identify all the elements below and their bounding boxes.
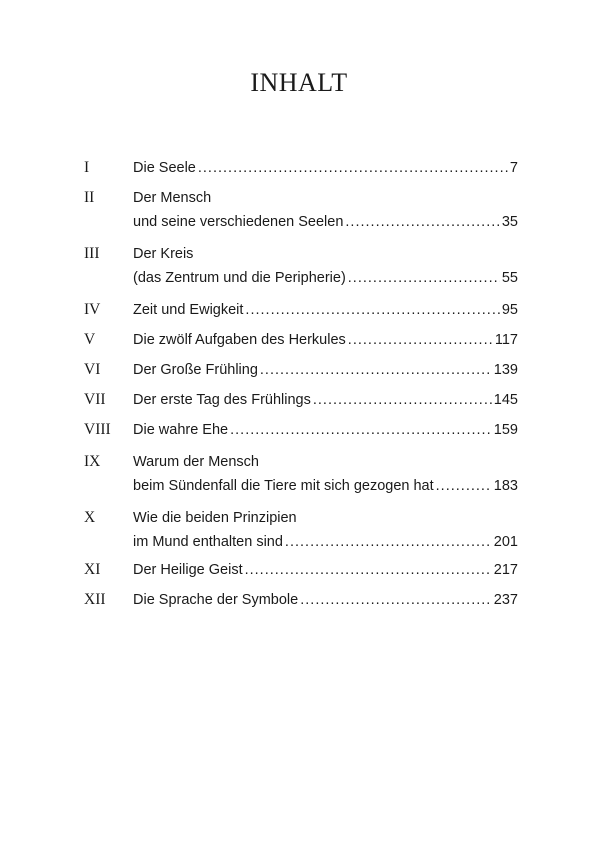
toc-entry[interactable] — [84, 558, 518, 582]
chapter-title-text: im Mund enthalten sind — [133, 534, 283, 550]
page-number: 139 — [493, 362, 518, 378]
chapter-title-line — [133, 266, 518, 290]
dot-leader — [245, 558, 492, 582]
chapter-title-line — [133, 506, 518, 530]
chapter-title-text: Der erste Tag des Frühlings — [133, 392, 311, 408]
chapter-title-line — [133, 418, 518, 442]
chapter-entry-body — [133, 558, 518, 582]
page-number: 217 — [493, 562, 518, 578]
chapter-title-line — [133, 588, 518, 612]
page-number: 55 — [501, 270, 518, 286]
chapter-number: V — [84, 331, 96, 348]
chapter-number: IV — [84, 301, 101, 318]
dot-leader — [348, 328, 493, 352]
chapter-title-line — [133, 558, 518, 582]
chapter-title-text: Der Kreis — [133, 246, 194, 262]
chapter-title-text: beim Sündenfall die Tiere mit sich gezogen hat — [133, 478, 434, 494]
table-of-contents — [84, 150, 518, 612]
chapter-title-line — [133, 388, 518, 412]
chapter-title-text: Warum der Mensch — [133, 454, 259, 470]
chapter-number: II — [84, 189, 95, 206]
chapter-entry-body — [133, 328, 518, 352]
toc-entry[interactable] — [84, 588, 518, 612]
chapter-entry-body — [133, 418, 518, 442]
page-number: 117 — [494, 332, 518, 348]
toc-entry[interactable] — [84, 388, 518, 412]
chapter-title-line — [133, 328, 518, 352]
chapter-entry-body — [133, 186, 518, 234]
toc-entry[interactable] — [84, 418, 518, 442]
dot-leader — [436, 474, 492, 498]
dot-leader — [285, 530, 492, 554]
dot-leader — [245, 298, 499, 322]
toc-entry[interactable] — [84, 298, 518, 322]
chapter-title-text: Die zwölf Aufgaben des Herkules — [133, 332, 346, 348]
chapter-title-line — [133, 474, 518, 498]
dot-leader — [345, 210, 499, 234]
dot-leader — [230, 418, 492, 442]
dot-leader — [300, 588, 492, 612]
chapter-number: III — [84, 245, 100, 262]
dot-leader — [313, 388, 492, 412]
chapter-number: VIII — [84, 421, 111, 438]
toc-entry[interactable] — [84, 186, 518, 234]
chapter-number: IX — [84, 453, 101, 470]
chapter-title-text: Die Sprache der Symbole — [133, 592, 299, 608]
page-title: INHALT — [250, 68, 348, 97]
chapter-title-text: Die wahre Ehe — [133, 422, 229, 438]
page-number: 159 — [493, 422, 518, 438]
chapter-title-line — [133, 358, 518, 382]
toc-entry[interactable] — [84, 328, 518, 352]
toc-entry[interactable] — [84, 506, 518, 554]
chapter-title-text: Zeit und Ewigkeit — [133, 302, 244, 318]
chapter-number: X — [84, 509, 96, 526]
page-number: 237 — [493, 592, 518, 608]
chapter-entry-body — [133, 588, 518, 612]
chapter-entry-body — [133, 358, 518, 382]
chapter-title-text: Der Mensch — [133, 190, 212, 206]
chapter-title-line — [133, 156, 518, 180]
toc-entry[interactable] — [84, 450, 518, 498]
chapter-entry-body — [133, 242, 518, 290]
chapter-title-line — [133, 242, 518, 266]
chapter-title-text: Wie die beiden Prinzipien — [133, 510, 297, 526]
dot-leader — [260, 358, 492, 382]
chapter-title-text: Der Heilige Geist — [133, 562, 243, 578]
chapter-title-line — [133, 530, 518, 554]
page-number: 35 — [501, 214, 518, 230]
dot-leader — [198, 156, 508, 180]
page-number: 201 — [493, 534, 518, 550]
chapter-entry-body — [133, 156, 518, 180]
page-number: 183 — [493, 478, 518, 494]
chapter-entry-body — [133, 298, 518, 322]
chapter-entry-body — [133, 450, 518, 498]
chapter-number: I — [84, 159, 90, 176]
chapter-title-line — [133, 186, 518, 210]
chapter-number: VI — [84, 361, 101, 378]
chapter-entry-body — [133, 506, 518, 554]
chapter-title-line — [133, 450, 518, 474]
chapter-title-text: (das Zentrum und die Peripherie) — [133, 270, 346, 286]
chapter-entry-body — [133, 388, 518, 412]
chapter-title-line — [133, 210, 518, 234]
chapter-title-text: Der Große Frühling — [133, 362, 258, 378]
page-number: 95 — [501, 302, 518, 318]
chapter-number: XI — [84, 561, 101, 578]
chapter-title-text: Die Seele — [133, 160, 196, 176]
dot-leader — [348, 266, 500, 290]
chapter-number: XII — [84, 591, 106, 608]
page-number: 7 — [509, 160, 518, 176]
page-number: 145 — [493, 392, 518, 408]
toc-entry[interactable] — [84, 358, 518, 382]
chapter-title-text: und seine verschiedenen Seelen — [133, 214, 344, 230]
toc-entry[interactable] — [84, 156, 518, 180]
toc-entry[interactable] — [84, 242, 518, 290]
chapter-number: VII — [84, 391, 106, 408]
chapter-title-line — [133, 298, 518, 322]
